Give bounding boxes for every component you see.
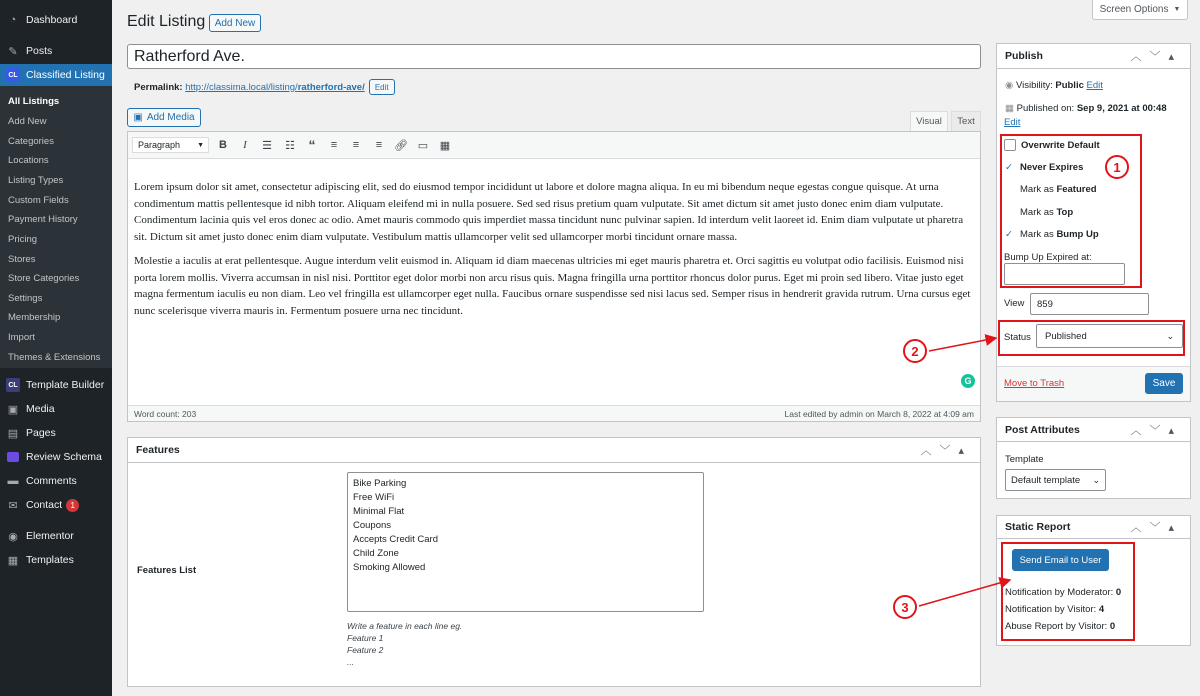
- toolbar-toggle-icon[interactable]: ▦: [439, 139, 451, 152]
- move-up-icon[interactable]: ︿: [1130, 522, 1150, 534]
- move-up-icon[interactable]: ︿: [1130, 424, 1150, 437]
- visibility-edit-link[interactable]: Edit: [1086, 80, 1103, 91]
- submenu-item[interactable]: Pricing: [8, 234, 38, 245]
- visitor-notifications: Notification by Visitor: 4: [1005, 604, 1105, 615]
- align-right-icon[interactable]: ≡: [375, 139, 383, 151]
- pin-icon: ✎: [8, 45, 18, 58]
- template-select[interactable]: Default template ⌄: [1005, 469, 1106, 491]
- elementor-icon: ◉: [8, 530, 18, 543]
- check-icon: ✓: [1005, 229, 1013, 240]
- mark-bump-up-row[interactable]: ✓ Mark as Bump Up: [1005, 229, 1099, 240]
- move-up-icon[interactable]: ︿: [1130, 51, 1150, 63]
- template-builder-icon: CL: [6, 378, 20, 392]
- annotation-arrow-3: [919, 580, 1010, 606]
- mark-featured-row[interactable]: Mark as Featured: [1020, 184, 1097, 195]
- align-left-icon[interactable]: ≡: [330, 139, 338, 151]
- submenu-item[interactable]: Locations: [8, 155, 49, 166]
- format-select[interactable]: Paragraph ▼: [132, 137, 209, 153]
- move-down-icon[interactable]: ﹀: [1149, 51, 1169, 63]
- paragraph: Lorem ipsum dolor sit amet, consectetur adipiscing elit, sed do eiusmod tempor incididunt ut labore et dolore magna aliqua. In eu mi bibendum neque egestas congue quisque. At urna condimentum mattis pellentesque id nibh tortor. Aliquam eleifend mi in nulla posuere. Sed sed risus pretium quam vulputate. Sit amet dictum sit amet justo donec enim diam vulputate. Condimentum lacinia quis vel eros donec ac odio. Amet mauris commodo quis imperdiet massa tincidunt nunc pulvinar sapien. Id interdum velit laoreet id. Enim diam vulputate ut pharetra sit. Dictum sit amet justo donec enim diam vulputate. Vestibulum mattis ullamcorper velit sed ullamcorper morbi tincidunt ornare massa.: [134, 181, 964, 243]
- templates-icon: ▦: [7, 554, 19, 567]
- eye-icon: ◉: [1005, 80, 1014, 91]
- caret-down-icon: ▼: [1173, 6, 1181, 13]
- submenu-item[interactable]: Custom Fields: [8, 195, 69, 206]
- pages-icon: ▤: [7, 427, 19, 440]
- annotation-marker-2: 2: [903, 339, 927, 363]
- annotation-marker-1: 1: [1105, 155, 1129, 179]
- toggle-panel-icon[interactable]: ▴: [958, 445, 972, 457]
- permalink-link[interactable]: http://classima.local/listing/ratherford-ave/: [185, 81, 365, 93]
- menu-posts[interactable]: ✎ Posts: [0, 43, 112, 59]
- numbered-list-icon[interactable]: ☷: [285, 139, 295, 152]
- move-down-icon[interactable]: ﹀: [1149, 522, 1169, 534]
- published-row: ▦ Published on: Sep 9, 2021 at 00:48: [1005, 103, 1167, 114]
- save-button[interactable]: Save: [1145, 373, 1183, 394]
- features-list-label: Features List: [137, 565, 197, 576]
- move-up-icon[interactable]: ︿: [920, 445, 940, 457]
- submenu-item[interactable]: Listing Types: [8, 175, 64, 186]
- grammarly-icon[interactable]: G: [961, 374, 975, 388]
- media-icon: ▣: [7, 403, 19, 416]
- submenu-item[interactable]: Settings: [8, 293, 43, 304]
- status-select[interactable]: Published ⌄: [1036, 324, 1183, 348]
- bump-expired-label: Bump Up Expired at:: [1004, 252, 1092, 263]
- comments-icon: ▬: [7, 475, 19, 487]
- menu-templates[interactable]: ▦ Templates: [7, 554, 74, 567]
- menu-dashboard[interactable]: ◔ Dashboard: [0, 12, 112, 28]
- toggle-panel-icon[interactable]: ▴: [1168, 522, 1182, 534]
- published-edit-link[interactable]: Edit: [1004, 117, 1021, 128]
- move-down-icon[interactable]: ﹀: [1149, 424, 1169, 437]
- menu-contact[interactable]: ✉ Contact 1: [0, 497, 112, 513]
- menu-media[interactable]: ▣ Media: [7, 403, 55, 416]
- submenu-item[interactable]: Payment History: [8, 214, 78, 225]
- mark-top-row[interactable]: Mark as Top: [1020, 207, 1074, 218]
- title-input[interactable]: Ratherford Ave.: [127, 44, 981, 69]
- static-report-header: Static Report ︿﹀▴: [997, 516, 1190, 539]
- publish-header: Publish ︿﹀▴: [997, 44, 1190, 69]
- submenu-item[interactable]: Import: [8, 332, 35, 343]
- screen-options-button[interactable]: Screen Options ▼: [1092, 0, 1188, 20]
- menu-review-schema[interactable]: Review Schema: [0, 449, 112, 465]
- paragraph: Molestie a iaculis at erat pellentesque. Augue interdum velit euismod in. Aliquam id diam maecenas ultricies mi eget mauris pharetra et. Orci sagittis eu volutpat odio facilisis. Euismod nisi porta lorem mollis. Viverra accumsan in nisl nisi. Porttitor eget dolor morbi non arcu risus quis. Magna fringilla urna porttitor rhoncus dolor purus. Eget mi proin sed libero. Vitae justo eget magna fermentum iaculis eu non diam. Leo vel fringilla est ullamcorper eget nulla. Faucibus ornare suspendisse sed nisi lacus sed. Semper risus in hendrerit gravida rutrum. Urna cursus eget nunc scelerisque viverra mauris in. Fermentum posuere urna nec tincidunt.: [134, 255, 971, 317]
- overwrite-default-row[interactable]: Overwrite Default: [1004, 139, 1100, 151]
- annotation-marker-3: 3: [893, 595, 917, 619]
- dashboard-icon: ◔: [9, 14, 17, 26]
- chevron-down-icon: ⌄: [1092, 474, 1100, 485]
- submenu-item[interactable]: Categories: [8, 136, 54, 147]
- last-edited: Last edited by admin on March 8, 2022 at 4:09 am: [784, 408, 974, 419]
- add-new-button[interactable]: Add New: [209, 14, 261, 32]
- features-textarea[interactable]: Bike Parking Free WiFi Minimal Flat Coupons Accepts Credit Card Child Zone Smoking Allowed: [347, 472, 704, 612]
- submenu-item[interactable]: Stores: [8, 254, 36, 265]
- moderator-notifications: Notification by Moderator: 0: [1005, 587, 1122, 598]
- bullet-list-icon[interactable]: ☰: [262, 139, 272, 152]
- menu-classified-listing[interactable]: CL Classified Listing: [0, 64, 112, 86]
- send-email-button[interactable]: Send Email to User: [1012, 549, 1109, 571]
- chevron-down-icon: ⌄: [1166, 330, 1174, 341]
- caret-down-icon: ▼: [197, 141, 204, 149]
- move-to-trash-link[interactable]: Move to Trash: [1004, 378, 1065, 389]
- status-label: Status: [1004, 332, 1031, 343]
- contact-count-badge: 1: [66, 499, 79, 512]
- read-more-icon[interactable]: ▭: [417, 139, 429, 152]
- link-icon[interactable]: 🔗︎: [394, 139, 408, 152]
- submenu-item[interactable]: Store Categories: [8, 273, 80, 284]
- media-icon: ▣: [133, 112, 143, 123]
- bold-icon[interactable]: B: [219, 139, 227, 151]
- never-expires-row[interactable]: ✓ Never Expires: [1005, 162, 1084, 173]
- calendar-icon: ▦: [1005, 103, 1014, 114]
- annotation-arrow-2: [929, 338, 996, 351]
- menu-pages[interactable]: ▤ Pages: [7, 427, 56, 440]
- toggle-panel-icon[interactable]: ▴: [1168, 424, 1182, 437]
- view-count-input[interactable]: 859: [1030, 293, 1149, 315]
- menu-template-builder[interactable]: CL Template Builder: [0, 377, 112, 393]
- move-down-icon[interactable]: ﹀: [939, 445, 959, 457]
- italic-icon[interactable]: I: [243, 139, 247, 151]
- align-center-icon[interactable]: ≡: [352, 139, 360, 151]
- post-attributes-header: Post Attributes ︿﹀▴: [997, 418, 1190, 442]
- check-icon: ✓: [1005, 162, 1013, 173]
- menu-comments[interactable]: ▬ Comments: [7, 475, 77, 487]
- permalink-edit-button[interactable]: Edit: [369, 79, 395, 95]
- submenu-item[interactable]: All Listings: [8, 96, 60, 107]
- blockquote-icon[interactable]: “: [308, 137, 316, 153]
- page-title: Edit Listing: [127, 13, 206, 30]
- classified-listing-icon: CL: [6, 68, 20, 82]
- tab-text[interactable]: Text: [951, 111, 981, 131]
- visibility-row: ◉ Visibility: Public Edit: [1005, 80, 1103, 91]
- word-count: Word count: 203: [134, 408, 197, 419]
- permalink-row: Permalink: http://classima.local/listing/ratherford-ave/ Edit: [134, 79, 395, 95]
- view-label: View: [1004, 298, 1025, 309]
- features-help: Write a feature in each line eg. Feature 1 Feature 2 ...: [347, 621, 463, 667]
- add-media-button[interactable]: ▣ Add Media: [127, 108, 201, 127]
- tab-visual[interactable]: Visual: [910, 111, 948, 131]
- submenu-item[interactable]: Membership: [8, 312, 61, 323]
- features-header: Features ︿﹀▴: [128, 438, 980, 463]
- submenu-item[interactable]: Themes & Extensions: [8, 352, 101, 363]
- template-label: Template: [1005, 454, 1044, 465]
- contact-icon: ✉: [8, 499, 18, 512]
- menu-elementor[interactable]: ◉ Elementor: [0, 528, 112, 544]
- submenu-item[interactable]: Add New: [8, 116, 47, 127]
- abuse-reports: Abuse Report by Visitor: 0: [1005, 621, 1116, 632]
- toggle-panel-icon[interactable]: ▴: [1168, 51, 1182, 63]
